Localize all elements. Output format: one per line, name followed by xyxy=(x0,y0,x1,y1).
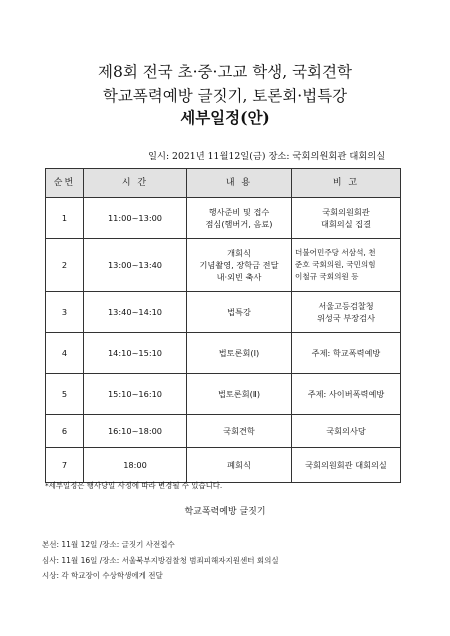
content-line: 법특강 xyxy=(227,307,251,317)
row-no: 3 xyxy=(46,292,84,333)
essay-award-line: 시상: 각 학교장이 수상학생에게 전달 xyxy=(42,571,163,580)
table-row xyxy=(46,374,401,415)
row-content xyxy=(187,198,292,239)
note-line: 더불어민주당 서삼석, 천 xyxy=(295,248,376,257)
row-no: 1 xyxy=(46,198,84,239)
row-content xyxy=(187,292,292,333)
row-content xyxy=(187,415,292,448)
header-note: 비 고 xyxy=(292,169,401,198)
table-row xyxy=(46,292,401,333)
content-line: 법토론회(Ⅱ) xyxy=(217,389,261,399)
title-line-2: 학교폭력예방 글짓기, 토론회·법특강 xyxy=(102,87,348,105)
note-line: 국회의원회관 xyxy=(322,207,370,217)
note-line: 위성국 부장검사 xyxy=(317,313,375,323)
table-row xyxy=(46,198,401,239)
row-content xyxy=(187,374,292,415)
content-line: 폐회식 xyxy=(227,460,251,470)
note-line: 이철규 국회의원 등 xyxy=(295,272,359,281)
row-content xyxy=(187,448,292,483)
row-note xyxy=(292,198,401,239)
title-line-1: 제8회 전국 초·중·고교 학생, 국회견학 xyxy=(98,63,352,81)
note-line: 주제: 학교폭력예방 xyxy=(311,348,381,358)
row-note xyxy=(292,415,401,448)
date-location-line: 일시: 2021년 11월12일(금) 장소: 국회의원회관 대회의실 xyxy=(148,151,386,162)
schedule-table xyxy=(45,168,401,483)
content-line: 법토론회(Ⅰ) xyxy=(218,348,260,358)
note-line: 대회의실 집결 xyxy=(320,219,372,229)
title-line-3: 세부일정(안) xyxy=(180,108,270,127)
row-no: 2 xyxy=(46,239,84,292)
row-note xyxy=(292,239,401,292)
essay-judging-line: 심사: 11월 16일 /장소: 서울북부지방검찰청 범죄피해자지원센터 회의실 xyxy=(42,556,279,565)
row-time: 16:10~18:00 xyxy=(84,415,187,448)
note-line: 주제: 사이버폭력예방 xyxy=(307,389,385,399)
content-line: 기념촬영, 장학금 전달 xyxy=(199,260,279,270)
row-content xyxy=(187,333,292,374)
row-note xyxy=(292,374,401,415)
table-header-row xyxy=(46,169,401,198)
table-row xyxy=(46,415,401,448)
row-no: 6 xyxy=(46,415,84,448)
content-line: 내·외빈 축사 xyxy=(216,272,262,282)
content-line: 점심(햄버거, 음료) xyxy=(205,219,273,229)
row-no: 7 xyxy=(46,448,84,483)
row-note xyxy=(292,292,401,333)
note-line: 국회의사당 xyxy=(326,426,366,436)
row-time: 18:00 xyxy=(84,448,187,483)
row-time: 13:00~13:40 xyxy=(84,239,187,292)
row-note xyxy=(292,333,401,374)
row-content xyxy=(187,239,292,292)
content-line: 국회견학 xyxy=(223,426,255,436)
note-line: 준호 국회의원, 국민의힘 xyxy=(295,260,376,269)
table-row xyxy=(46,448,401,483)
note-line: 국회의원회관 대회의실 xyxy=(305,460,387,470)
row-no: 5 xyxy=(46,374,84,415)
content-line: 개회식 xyxy=(227,248,251,258)
header-content: 내 용 xyxy=(187,169,292,198)
table-row xyxy=(46,239,401,292)
note-line: 서울고등검찰청 xyxy=(318,301,374,311)
header-time: 시 간 xyxy=(84,169,187,198)
essay-entry-line: 본선: 11월 12일 /장소: 글짓기 사전접수 xyxy=(42,540,175,549)
row-note xyxy=(292,448,401,483)
row-time: 14:10~15:10 xyxy=(84,333,187,374)
essay-heading: 학교폭력예방 글짓기 xyxy=(184,507,266,517)
row-no: 4 xyxy=(46,333,84,374)
row-time: 15:10~16:10 xyxy=(84,374,187,415)
schedule-footnote: *세부일정은 행사당일 사정에 따라 변경될 수 있습니다. xyxy=(45,481,223,490)
table-row xyxy=(46,333,401,374)
header-no: 순번 xyxy=(46,169,84,198)
content-line: 행사준비 및 접수 xyxy=(208,207,270,217)
row-time: 13:40~14:10 xyxy=(84,292,187,333)
row-time: 11:00~13:00 xyxy=(84,198,187,239)
